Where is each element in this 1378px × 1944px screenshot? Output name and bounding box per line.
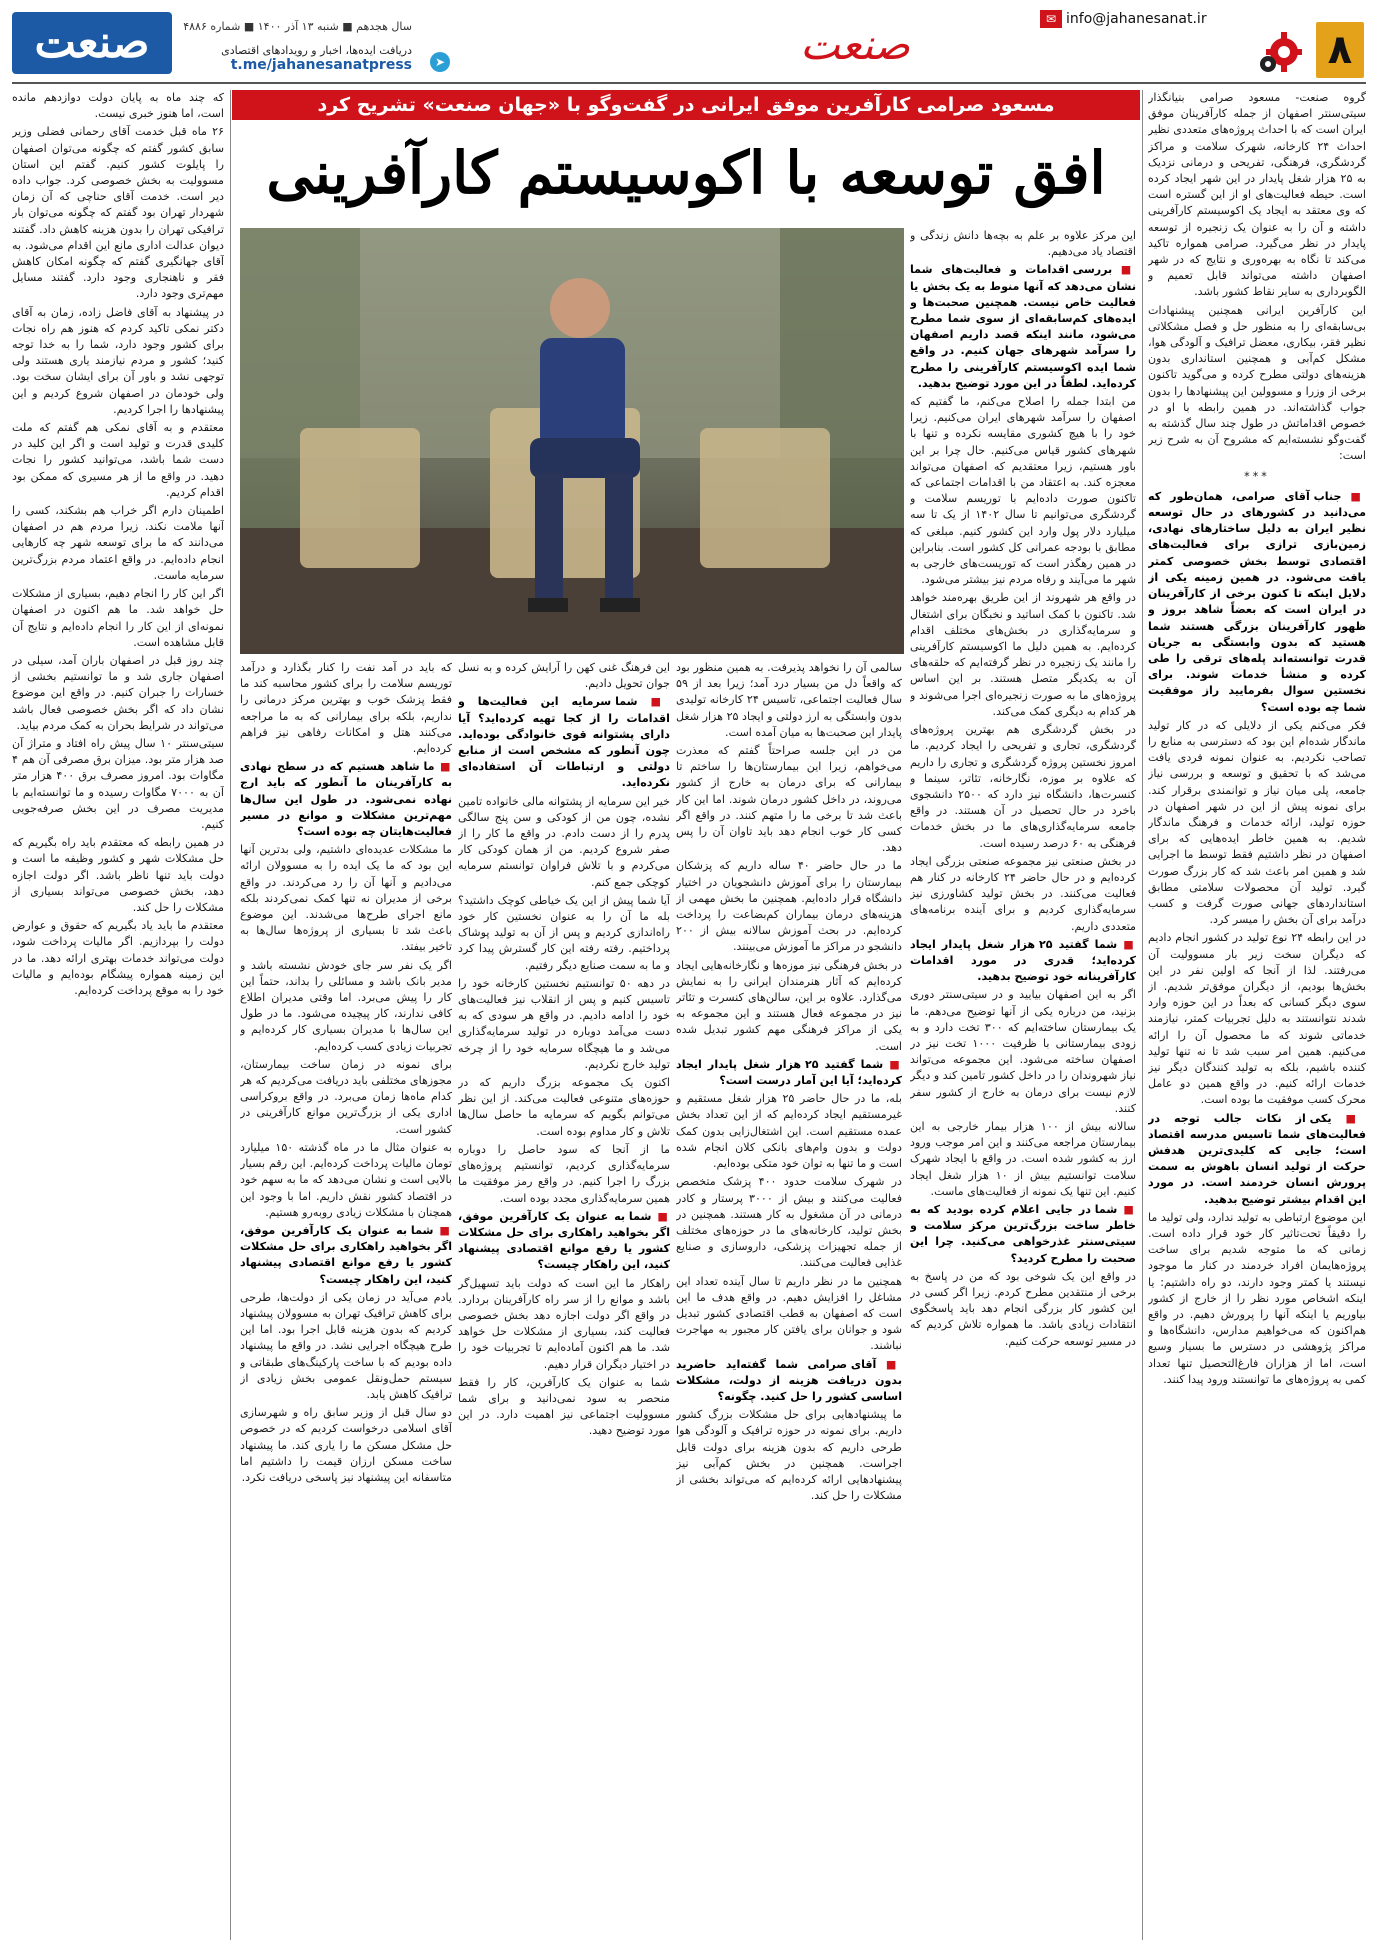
interview-question: ■ شما به عنوان یک کارآفرین موفق، اگر بخواهید راهکاری برای حل مشکلات کشور یا رفع موانع اقتصادی پیشنهاد کنید، این راهکار چیست؟ bbox=[240, 1223, 452, 1288]
section-title: صنعت bbox=[800, 20, 910, 69]
envelope-icon: ✉ bbox=[1040, 10, 1062, 28]
page-header bbox=[0, 0, 1378, 86]
article-paragraph: چند روز قبل در اصفهان باران آمد، سیلی در اصفهان جاری شد و ما توانستیم بخشی از خسارات را جبران کنیم. در واقع این موضوع نشان داد که اگر بخش خصوصی فعال باشد می‌تواند در شرایط بحران به کمک مردم بیاید. bbox=[12, 653, 224, 732]
article-paragraph: اگر به این اصفهان بیایید و در سیتی‌سنتر دوری بزنید، من درباره یکی از آنها توضیح می‌دهم. ما یک بیمارستان ساخته‌ایم که ۳۰۰ تخت دارد و به زودی بیمارستانی با ظرفیت ۱۰۰۰ تخت نیز در اصفهان ساخته می‌شود. این مجموعه می‌تواند نیاز شهروندان را در داخل کشور تامین کند و دیگر لازم نیست برای درمان به خارج از کشور سفر کنند. bbox=[910, 988, 1136, 1115]
article-paragraph: راهکار ما این است که دولت باید تسهیل‌گر باشد و موانع را از سر راه کارآفرینان بردارد. در واقع اگر دولت اجازه دهد بخش خصوصی فعالیت کند، بسیاری از مشکلات حل خواهد شد. ما هم اکنون آماده‌ایم تا تجربیات خود را در اختیار دیگران قرار دهیم. bbox=[458, 1276, 670, 1371]
article-paragraph: همچنین ما در نظر داریم تا سال آینده تعداد این مشاغل را افزایش دهیم. در واقع هدف ما این است که اصفهان به قطب اقتصادی کشور تبدیل شود و جوانان برای یافتن کار مجبور به مهاجرت نباشند. bbox=[676, 1274, 902, 1353]
interview-question: ■ جناب آقای صرامی، همان‌طور که می‌دانید در کشورهای در حال توسعه نظیر ایران به دلیل ساختارهای نهادی، زمین‌بازی ترازی برای فعالیت‌های اقتصادی توسط بخش خصوصی کمتر یافت می‌شود. در همین زمینه یکی از دلایل اینکه تا کنون برخی از کارآفرینان در ایران است که بعضاً شاهد بروز و ظهور کارآفرینان بزرگی هستند شما هستید که بدون وابستگی به جریان قدرت توانسته‌اند پله‌های ترقی را طی کرده و منشأ خدمات شوند. برای نخستین سوال بفرمایید راز موفقیت شما چه بوده است؟ bbox=[1148, 489, 1366, 716]
article-paragraph: ما مشکلات عدیده‌ای داشتیم، ولی بدترین آنها این بود که ما یک ایده را به مسوولان ارائه می‌دادیم و آنها آن را رد می‌کردند. در واقع برخی از مدیران نه تنها کمک نمی‌کردند بلکه مانع اجرای طرح‌ها می‌شدند. این موضوع باعث شد تا بسیاری از پروژه‌ها سال‌ها به تاخیر بیفتد. bbox=[240, 843, 452, 954]
article-paragraph: من در این جلسه صراحتاً گفتم که معذرت می‌خواهم، زیرا این بیمارستان‌ها را ساختم تا بیمارانی که برای درمان به خارج از کشور می‌روند، در داخل کشور درمان شوند. اما این کار باعث شد تا برخی ما را متهم کنند. در واقع اگر کسی کار خوب انجام دهد باید تاوان آن را پس دهد. bbox=[676, 744, 902, 855]
article-kicker: مسعود صرامی کارآفرین موفق ایرانی در گفت‌وگو با «جهان صنعت» تشریح کرد bbox=[232, 90, 1140, 120]
article-paragraph: برای نمونه در زمان ساخت بیمارستان، مجوزهای مختلفی باید دریافت می‌کردیم که هر کدام ماه‌ها زمان می‌برد. در واقع بروکراسی اداری یکی از بزرگ‌ترین موانع کارآفرینی در کشور است. bbox=[240, 1057, 452, 1136]
article-paragraph: ما از آنجا که سود حاصل را دوباره سرمایه‌گذاری کردیم، توانستیم پروژه‌های بزرگ را اجرا کنیم. در واقع رمز موفقیت ما همین سرمایه‌گذاری مجدد بوده است. bbox=[458, 1142, 670, 1205]
article-paragraph: اگر یک نفر سر جای خودش نشسته باشد و مدیر بانک باشد و مسائلی را بداند، حتماً این کار را پیش می‌برد. اما وقتی مدیران اطلاع کافی ندارند، کار پیچیده می‌شود. ما در طول این سال‌ها با مدیران بسیاری کار کرده‌ایم و تجربیات زیادی کسب کرده‌ایم. bbox=[240, 958, 452, 1053]
article-paragraph: بله، ما در حال حاضر ۲۵ هزار شغل مستقیم و غیرمستقیم ایجاد کرده‌ایم که از این تعداد بخش عمده مستقیم است. این اشتغال‌زایی بدون کمک دولت و بدون وام‌های بانکی کلان انجام شده است و ما تنها به توان خود متکی بوده‌ایم. bbox=[676, 1092, 902, 1171]
text-column-5 bbox=[240, 660, 452, 1940]
interview-question: ■ شما به عنوان یک کارآفرین موفق، اگر بخواهید راهکاری برای حل مشکلات کشور یا رفع موانع اقتصادی پیشنهاد کنید، این راهکار چیست؟ bbox=[458, 1209, 670, 1274]
article-paragraph: این فرهنگ غنی کهن را آرایش کرده و به نسل جوان تحویل دادیم. bbox=[458, 661, 670, 691]
telegram-promo bbox=[180, 44, 412, 73]
interview-question: ■ شما در جایی اعلام کرده بودید که به خاطر ساخت بزرگ‌ترین مرکز سلامت و سیتی‌سنتر غذرخواهی می‌کنید. چرا این صحبت را مطرح کردید؟ bbox=[910, 1202, 1136, 1267]
masthead-logo: صنعت bbox=[12, 12, 172, 74]
article-paragraph: این موضوع ارتباطی به تولید ندارد، ولی تولید ما را دقیقاً تحت‌تاثیر کار خود قرار داده است. زمانی که ما متوجه شدیم برای ساخت پروژه‌هایمان افراد خردمند در کنار ما موجود نیستند یا کمتر وجود دارند، دو راه داشتیم: یا اینکه اشخاص مورد نظر را از خارج از کشور بیاوریم یا اینکه آنها را پرورش دهیم. در واقع هم‌اکنون که می‌خواهیم مدارس، دانشگاه‌ها و مراکز پژوهشی در دسترس ما بسیار وسیع است، اما از هزاران فارغ‌التحصیل تنها تعداد کمی به پروژه‌های ما توانستند ورود پیدا کنند. bbox=[1148, 1210, 1366, 1386]
text-column-6 bbox=[12, 90, 224, 1940]
email-contact[interactable] bbox=[1040, 10, 1230, 34]
article-paragraph: در این رابطه ۲۴ نوع تولید در کشور انجام دادیم که دیگران سخت زیر بار مسوولیت آن می‌رفتند. لذا از آنجا که اولین نفر در این بخش‌ها بودیم، از دیگران موفق‌تر شدیم. از سوی دیگر کسانی که بعداً در این حوزه وارد شدند نتوانستند به دلیل تجربیات کمتر، نیازمند خدماتی شوند که ما محصول آن را ارائه می‌کنیم. همین امر سبب شد تا نه تنها تولید کننده باشیم، بلکه به تولید کنندگان دیگر نیز خدمات ارائه کنیم. در واقع همین دو عامل محرک کسب موفقیت ما بوده است. bbox=[1148, 931, 1366, 1107]
interview-question: ■ شما گفتید ۲۵ هزار شغل پایدار ایجاد کرده‌اید؛ آیا این آمار درست است؟ bbox=[676, 1057, 902, 1089]
article-paragraph: در بخش فرهنگی نیز موزه‌ها و نگارخانه‌هایی ایجاد کرده‌ایم که آثار هنرمندان ایرانی را به نمایش می‌گذارد. علاوه بر این، سالن‌های کنسرت و تئاتر نیز در مجموعه فعال هستند و این مجموعه به یکی از مراکز فرهنگی مهم کشور تبدیل شده است. bbox=[676, 958, 902, 1053]
article-photo bbox=[240, 228, 904, 654]
article-paragraph: این مرکز علاوه بر علم به بچه‌ها دانش زندگی و اقتصاد یاد می‌دهیم. bbox=[910, 229, 1136, 259]
article-paragraph: در واقع این یک شوخی بود که من در پاسخ به برخی از منتقدین مطرح کردم. زیرا اگر کسی در این کشور کار بزرگی انجام دهد باید پاسخگوی انتقادات زیادی باشد. ما همواره تلاش کردیم که در مسیر توسعه حرکت کنیم. bbox=[910, 1269, 1136, 1348]
article-paragraph: در همین رابطه که معتقدم باید راه بگیریم که حل مشکلات شهر و کشور وظیفه ما است و دولت باید تنها ناظر باشد. اگر دولت اجازه دهد، بخش خصوصی می‌تواند بسیاری از مشکلات را حل کند. bbox=[12, 836, 224, 914]
article-paragraph: فکر می‌کنم یکی از دلایلی که در کار تولید ماندگار شده‌ام این بود که دسترسی به منابع را تصاحب نکردیم. به عنوان نمونه فردی یافت می‌شد که با تحقیق و توسعه و بررسی نیاز جامعه، پلی میان نیاز و توانمندی برقرار کند. برای نمونه پیش از این در شهر اصفهان در حوزه تولید، ارائه خدمات و فرهنگ ماندگار شدیم. به همین خاطر ایده‌هایی که برای اصفهان در نظر داشتیم فقط توسط ما اجرایی شد و همین امر باعث شد که کار بزرگ صورت گیرد. تولید آن محصولات سلامتی مطابق استانداردهای جهانی صورت گرفت و کسب درآمد برای آن بخش را میسر کرد. bbox=[1148, 718, 1366, 927]
article-paragraph: یادم می‌آید در زمان یکی از دولت‌ها، طرحی برای کاهش ترافیک تهران به مسوولان پیشنهاد کردیم که بدون هزینه قابل اجرا بود. اما این طرح هیچگاه اجرایی نشد. در واقع ما پیشنهاد داده بودیم که با ساخت پارکینگ‌های طبقاتی و سیستم حمل‌ونقل عمومی بخش زیادی از ترافیک کاهش یابد. bbox=[240, 1290, 452, 1401]
article-paragraph: ما در حال حاضر ۴۰ ساله داریم که پزشکان بیمارستان را برای آموزش دانشجویان در اختیار دانشگاه قرار داده‌ایم. همچنین ما بخش مهمی از هزینه‌های درمان بیماران کم‌بضاعت را پرداخت کرده‌ایم. در بحث آموزش سالانه بیش از ۲۰۰ دانشجو در مراکز ما آموزش می‌بینند. bbox=[676, 859, 902, 954]
article-paragraph: شما به عنوان یک کارآفرین، کار را فقط منحصر به سود نمی‌دانید و برای شما مسوولیت اجتماعی نیز اهمیت دارد. در این مورد توضیح دهید. bbox=[458, 1375, 670, 1438]
interview-question: ■ آقای صرامی شما گفته‌اید حاضرید بدون دریافت هزینه از دولت، مشکلات اساسی کشور را حل کنید. چگونه؟ bbox=[676, 1357, 902, 1406]
email-text: info@jahanesanat.ir bbox=[1066, 11, 1207, 27]
article-paragraph: در بخش صنعتی نیز مجموعه صنعتی بزرگی ایجاد کرده‌ایم و در حال حاضر ۲۴ کارخانه در کنار هم فعالیت می‌کنند. در بخش تولید کشاورزی نیز سرمایه‌گذاری کردیم و برای آینده برنامه‌های متعددی داریم. bbox=[910, 854, 1136, 933]
interview-question: ■ ما شاهد هستیم که در سطح نهادی به کارآفرینان ما آنطور که باید ارج نهاده نمی‌شود. در طول این سال‌ها مهم‌ترین مشکلات و موانع در مسیر فعالیت‌هایتان چه بوده است؟ bbox=[240, 759, 452, 840]
page-number: ۸ bbox=[1316, 22, 1364, 78]
issue-info: سال هجدهم ■ شنبه ۱۳ آذر ۱۴۰۰ ■ شماره ۴۸۸۶ bbox=[183, 20, 412, 33]
article-paragraph: ۲۶ ماه قبل خدمت آقای رحمانی فضلی وزیر سابق کشور گفتم که چگونه می‌توان اصفهان را پایلوت کشور کنیم. گفتم این استان مسوولیت به بخش خصوصی کرد. جواب داده دیر است. خدمت آقای حناچی که آن زمان شهردار تهران بود گفتم که چگونه می‌توان بار ترافیکی تهران را بدون هزینه کاهش داد. گفتند دیوان عدالت اداری مانع این اقدام می‌شود. به آقای جهانگیری گفتم که چگونه امکان کاهش فقر و ناهنجاری وجود دارد. گفتند مسایل مهم‌تری وجود دارد. bbox=[12, 125, 224, 301]
article-paragraph: در پیشنهاد به آقای فاضل زاده، زمان به آقای دکتر نمکی تاکید کردم که هنوز هم راه نجات برای کشور وجود دارد، شما را به خدا توجه کنید؛ کشور و مردم نیازمند یاری هستند ولی توجهی نشد و باور آن برای ایشان سخت بود. ولی خودمان در اصفهان شروع کردیم و این پیشنهادها را اجرا کردیم. bbox=[12, 305, 224, 416]
article-paragraph: در واقع هر شهروند از این طریق بهره‌مند خواهد شد. تاکنون با کمک اساتید و نخبگان برای اشتغال و سرمایه‌گذاری در بخش‌های مختلف اقدام کرده‌ایم. به همین دلیل ما اکوسیستم کارآفرینی را مانند یک زنجیره در نظر گرفته‌ایم که حلقه‌های آن به یکدیگر متصل هستند. بر این اساس پروژه‌های ما به صورت زنجیره‌ای اجرا می‌شوند و هر کدام به دیگری کمک می‌کند. bbox=[910, 591, 1136, 718]
article-paragraph: که باید در آمد نفت را کنار بگذارد و درآمد توریسم سلامت را برای کشور محاسبه کند ما فقط پزشک خوب و بهترین مرکز درمانی را نداریم، بلکه برای بیمارانی که به ما مراجعه می‌کنند هتل و امکانات رفاهی نیز فراهم کرده‌ایم. bbox=[240, 661, 452, 756]
article-paragraph: به عنوان مثال ما در ماه گذشته ۱۵۰ میلیارد تومان مالیات پرداخت کرده‌ایم. این رقم بسیار بالایی است و نشان می‌دهد که ما به سهم خود در اقتصاد کشور نقش داریم. اما با وجود این همچنان با مشکلات زیادی روبه‌رو هستیم. bbox=[240, 1140, 452, 1219]
portrait-image bbox=[240, 228, 904, 654]
telegram-link[interactable]: t.me/jahanesanatpress bbox=[230, 57, 412, 73]
gear-icon bbox=[1254, 26, 1306, 78]
article-paragraph: سالانه بیش از ۱۰۰ هزار بیمار خارجی به این بیمارستان مراجعه می‌کنند و این امر موجب ورود ارز به کشور شده است. در واقع با ایجاد شهرک سلامت توانستیم بیش از ۱۰ هزار شغل ایجاد کنیم. این تنها یک نمونه از فعالیت‌های ماست. bbox=[910, 1119, 1136, 1198]
article-paragraph: اطمینان دارم اگر خراب هم بشکند، کسی را آنها ملامت نکند. زیرا مردم هم در اصفهان می‌دانند که ما برای توسعه شهر چه کارهایی انجام داده‌ایم. در واقع اعتماد مردم بزرگ‌ترین سرمایه ماست. bbox=[12, 504, 224, 582]
article-paragraph: که چند ماه به پایان دولت دوازدهم مانده است، اما هنوز خبری نیست. bbox=[12, 91, 224, 121]
article-paragraph: ما پیشنهادهایی برای حل مشکلات بزرگ کشور داریم. برای نمونه در حوزه ترافیک و آلودگی هوا طرحی داریم که بدون هزینه برای دولت قابل اجراست. همچنین در بخش کم‌آبی نیز پیشنهادهایی ارائه کرده‌ایم که می‌تواند بخشی از مشکلات را حل کند. bbox=[676, 1408, 902, 1503]
telegram-icon: ➤ bbox=[430, 52, 450, 72]
article-paragraph: دو سال قبل از وزیر سابق راه و شهرسازی آقای اسلامی درخواست کردیم که در خصوص حل مشکل مسکن ما را یاری کند. ما پیشنهاد ساخت مسکن ارزان قیمت را داشتیم اما متاسفانه این پیشنهاد نیز پاسخی دریافت نکرد. bbox=[240, 1406, 452, 1484]
article-paragraph: گروه صنعت- مسعود صرامی بنیانگذار سیتی‌سنتر اصفهان از جمله کارآفرینان موفق ایران است که با احداث پروژه‌های متعددی نظیر احداث ۲۴ کارخانه، شهرک سلامت و مراکز گردشگری، فرهنگی، تفریحی و درمانی نزدیک به ۲۵ هزار شغل پایدار در این شهر ایجاد کرده است. حیطه فعالیت‌های او از این گستره است که وی معتقد به ایجاد یک اکوسیستم کارآفرینی داشته و آن را به عنوان یک زنجیره از توسعه پایدار در نظر می‌گیرد. صرامی همواره تاکید می‌کند تا نگاه به بهره‌وری و نتایج که در شهر اصفهان داشته می‌تواند قابل تعمیم و الگوبرداری به سایر نقاط کشور باشد. bbox=[1148, 91, 1366, 299]
header-divider bbox=[12, 82, 1366, 84]
article-paragraph: آیا شما پیش از این یک خیاطی کوچک داشتید؟ بله ما آن را به عنوان نخستین کار خود راه‌اندازی کردیم و پس از آن به تولید پوشاک پرداختیم. رفته رفته این کار گسترش پیدا کرد و ما به سمت صنایع دیگر رفتیم. bbox=[458, 893, 670, 972]
article-paragraph: در شهرک سلامت حدود ۴۰۰ پزشک متخصص فعالیت می‌کنند و بیش از ۳۰۰۰ پرستار و کادر درمانی در آن مشغول به کار هستند. همچنین در بخش تولید، کارخانه‌های ما در حوزه‌های مختلف از جمله تجهیزات پزشکی، داروسازی و صنایع غذایی فعالیت می‌کنند. bbox=[676, 1175, 902, 1270]
article-paragraph: معتقدم و به آقای نمکی هم گفتم که ملت کلیدی قدرت و تولید است و اگر این کلید در دست شما باشد، می‌توانید کشور را نجات دهید. در واقع ما از هر مسیری که ممکن بود اقدام کردیم. bbox=[12, 421, 224, 499]
article-paragraph: معتقدم ما باید یاد بگیریم که حقوق و عوارض دولت را بپردازیم. اگر مالیات پرداخت شود، دولت می‌تواند خدمات بهتری ارائه دهد. ما در این زمینه همواره پیشگام بوده‌ایم و مالیات خود را به موقع پرداخت کرده‌ایم. bbox=[12, 919, 224, 997]
article-paragraph: در بخش گردشگری هم بهترین پروژه‌های گردشگری، تجاری و تفریحی را ایجاد کردیم. ما امروز نخستین پروژه گردشگری و تجاری را داریم که علاوه بر موزه، نگارخانه، تئاتر، سینما و کنسرت‌ها، دانشگاه نیز دارد که ۲۵۰۰ دانشجوی باخرد در حال تحصیل در آن هستند. در واقع جامعه سرمایه‌گذاری‌های ما در بخش خدمات فرهنگی به ۶۰ درصد رسیده است. bbox=[910, 723, 1136, 850]
telegram-caption: دریافت ایده‌ها، اخبار و رویدادهای اقتصادی bbox=[221, 44, 412, 57]
interview-question: ■ شما سرمایه این فعالیت‌ها و اقدامات را از کجا تهیه کرده‌اید؟ آیا دارای پشتوانه قوی خانوادگی بوده‌اید. چون آنطور که مشخص است از منابع دولتی و ارتباطات آن استفاده‌ای نکرده‌اید. bbox=[458, 694, 670, 791]
article-paragraph: سیتی‌سنتر ۱۰ سال پیش راه افتاد و متراژ آن صد هزار متر بود. میزان برق مصرفی آن هم ۴ مگاوات بود. امروز مصرف برق ۴۰۰ هزار متر آن به ۷۰۰۰ مگاوات رسیده و ما توانسته‌ایم با مدیریت مصرف در این بخش صرفه‌جویی کنیم. bbox=[12, 736, 224, 831]
section-separator: *** bbox=[1244, 469, 1270, 483]
text-column-3 bbox=[676, 660, 902, 1940]
column-divider bbox=[1142, 90, 1143, 1940]
text-column-2 bbox=[910, 228, 1136, 1940]
article-paragraph: سالمی آن را نخواهد پذیرفت. به همین منظور بود که واقعاً دل من بسیار درد آمد؛ زیرا بعد از ۵۹ سال فعالیت اجتماعی، تاسیس ۲۴ کارخانه تولیدی بدون وابستگی به ارز دولتی و ایجاد ۲۵ هزار شغل پایدار این صحبت‌ها به میان آمده است. bbox=[676, 661, 902, 739]
interview-question: ■ بررسی اقدامات و فعالیت‌های شما نشان می‌دهد که آنها منوط به یک بخش یا فعالیت خاص نیست. همچنین صحبت‌ها و ایده‌های کم‌سابقه‌ای از سوی شما مطرح می‌شود، مانند اینکه قصد داریم اصفهان را سرآمد شهرهای جهان کنیم. در واقع شما ایده اکوسیستم کارآفرینی را مطرح کرده‌اید. لطفاً در این مورد توضیح بدهید. bbox=[910, 262, 1136, 392]
text-column-1 bbox=[1148, 90, 1366, 1940]
article-paragraph: در دهه ۵۰ توانستیم نخستین کارخانه خود را تاسیس کنیم و پس از انقلاب نیز فعالیت‌های خود را ادامه دادیم. در واقع هر سودی که به دست می‌آمد دوباره در تولید سرمایه‌گذاری می‌شد و ما هیچگاه سرمایه خود را از چرخه تولید خارج نکردیم. bbox=[458, 976, 670, 1071]
article-headline: افق توسعه با اکوسیستم کارآفرینی bbox=[266, 139, 1106, 207]
column-divider bbox=[230, 90, 231, 1940]
article-paragraph: من ابتدا جمله را اصلاح می‌کنم، ما گفتیم که اصفهان را سرآمد شهرهای ایران می‌کنیم. زیرا خود را با هیچ کشوری مقایسه نکرده و تنها با شهرهای کشور قیاس می‌کنیم. حال چرا بر این باور هستیم، زیرا معتقدیم که اصفهان می‌تواند معجزه کند. به اعتقاد من با اقدامات اجتماعی که تاکنون صورت داده‌ایم با توریسم سلامت و گردشگری می‌توانیم تا سال ۱۴۰۲ از یک تا سه میلیارد دلار پول وارد این کشور کنیم. مبلغی که مطابق با بودجه عمرانی کل کشور است. بنابراین در همین رهگذر است که توریست‌های خارجی به شهر ما می‌آیند و رفاه مردم نیز بیشتر می‌شود. bbox=[910, 395, 1136, 587]
article-paragraph: این کارآفرین ایرانی همچنین پیشنهادات بی‌سابقه‌ای را به منظور حل و فصل مشکلاتی نظیر فقر، بیکاری، معضل ترافیک و آلودگی هوا، مشکل کم‌آبی و همچنین استانداری بدون هزینه‌های دولتی مطرح کرده و می‌گوید تاکنون برخی از وزرا و مسوولین این پیشنهادها را بدون جواب گذاشته‌اند. در همین رابطه با او در خصوص اقداماتش در طول چند سال گذشته به گفت‌وگو نشسته‌ایم که مشروح آن به شرح زیر است: bbox=[1148, 303, 1366, 463]
article-paragraph: اگر این کار را انجام دهیم، بسیاری از مشکلات حل خواهد شد. ما هم اکنون در اصفهان نمونه‌ای از این کار را انجام داده‌ایم و نتایج آن قابل مشاهده است. bbox=[12, 587, 224, 649]
article-paragraph: خیر این سرمایه از پشتوانه مالی خانواده تامین نشده، چون من از کودکی و سن پنج سالگی پدرم را از دست دادم. در واقع ما کار را از صفر شروع کردیم. من از همان کودکی کار می‌کردم و با تلاش فراوان توانستم سرمایه کوچکی جمع کنم. bbox=[458, 794, 670, 889]
interview-question: ■ یکی از نکات جالب توجه در فعالیت‌های شما تاسیس مدرسه اقتصاد است؛ جایی که کلیدی‌ترین هدفش حرکت از تولید انسان باهوش به سمت پرورش انسان خردمند است. در مورد این اقدام بیشتر توضیح بدهید. bbox=[1148, 1111, 1366, 1208]
interview-question: ■ شما گفتید ۲۵ هزار شغل پایدار ایجاد کرده‌اید؛ قدری در مورد اقدامات کارآفرینانه خود توضیح بدهید. bbox=[910, 937, 1136, 986]
article-paragraph: اکنون یک مجموعه بزرگ داریم که در حوزه‌های متنوعی فعالیت می‌کند. از این نظر می‌توانم بگویم که سرمایه ما حاصل سال‌ها تلاش و کار مداوم بوده است. bbox=[458, 1076, 670, 1138]
text-column-4 bbox=[458, 660, 670, 1940]
